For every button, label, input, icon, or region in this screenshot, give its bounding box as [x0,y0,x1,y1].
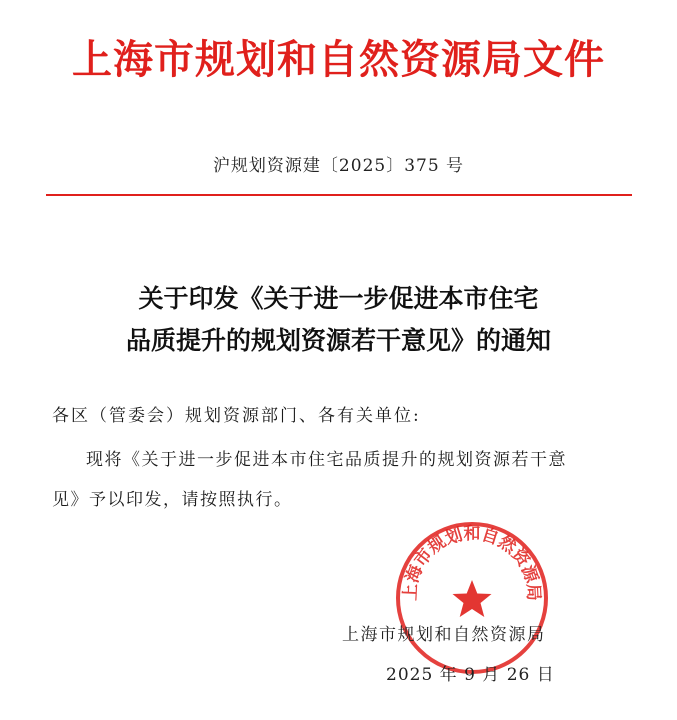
notice-title-line-2: 品质提升的规划资源若干意见》的通知 [125,326,551,355]
issuer-name: 上海市规划和自然资源局 [342,625,546,645]
document-header-title: 上海市规划和自然资源局文件 [72,37,605,83]
notice-title-line-1: 关于印发《关于进一步促进本市住宅 [138,284,539,313]
body-text [52,440,634,520]
official-seal [392,518,552,678]
document-number: 沪规划资源建〔2025〕375 号 [212,156,465,176]
seal-text: 上海市规划和自然资源局 [400,524,544,602]
notice-title [0,278,677,362]
body-line-1: 现将《关于进一步促进本市住宅品质提升的规划资源若干意 [86,450,567,470]
issue-date: 2025 年 9 月 26 日 [386,665,555,685]
star-icon [453,580,492,617]
addressee: 各区（管委会）规划资源部门、各有关单位: [52,406,421,426]
red-divider-line [46,194,632,196]
body-line-2: 见》予以印发，请按照执行。 [52,490,293,510]
